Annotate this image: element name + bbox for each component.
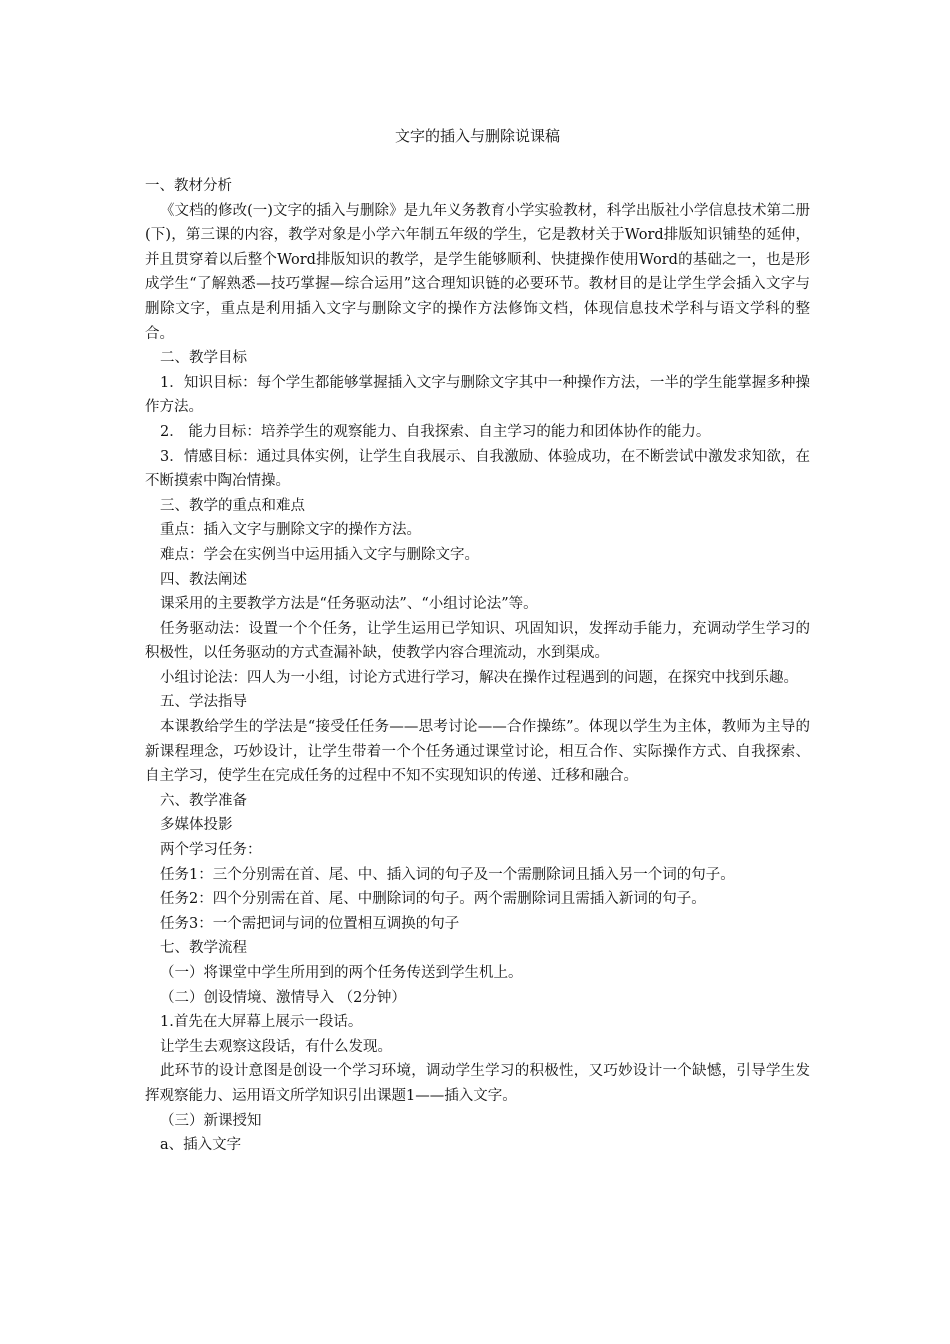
document-body (145, 174, 810, 1158)
paragraph: 本课教给学生的学法是“接受任任务——思考讨论——合作操练”。体现以学生为主体，教师为主导的新课程理念，巧妙设计，让学生带着一个个任务通过课堂讨论，相互合作、实际操作方式、自我探索、自主学习，使学生在完成任务的过程中不知不实现知识的传递、迁移和融合。 (145, 719, 810, 785)
paragraph: 两个学习任务： (160, 842, 262, 859)
paragraph: a、插入文字 (160, 1137, 242, 1154)
paragraph: 七、教学流程 (160, 940, 247, 957)
paragraph: 多媒体投影 (160, 817, 233, 834)
paragraph: （二）创设情境、激情导入 （2分钟） (160, 989, 406, 1006)
paragraph: 任务2：四个分别需在首、尾、中删除词的句子。两个需删除词且需插入新词的句子。 (160, 891, 706, 908)
document-title: 文字的插入与删除说课稿 (394, 127, 560, 145)
paragraph: 任务驱动法：设置一个个任务，让学生运用已学知识、巩固知识，发挥动手能力，充调动学生学习的积极性，以任务驱动的方式查漏补缺，使教学内容合理流动，水到渠成。 (145, 620, 810, 662)
paragraph: 难点：学会在实例当中运用插入文字与删除文字。 (160, 546, 479, 563)
paragraph: （三）新课授知 (160, 1112, 262, 1129)
paragraph: 1.首先在大屏幕上展示一段话。 (160, 1014, 363, 1031)
paragraph: 让学生去观察这段话，有什么发现。 (160, 1038, 392, 1055)
paragraph: 2． 能力目标：培养学生的观察能力、自我探索、自主学习的能力和团体协作的能力。 (160, 423, 711, 440)
paragraph: 二、教学目标 (160, 350, 247, 367)
paragraph: 1．知识目标：每个学生都能够掌握插入文字与删除文字其中一种操作方法，一半的学生能掌握多种操作方法。 (145, 374, 810, 416)
paragraph: 任务3：一个需把词与词的位置相互调换的句子 (160, 915, 460, 932)
paragraph: 五、学法指导 (160, 694, 247, 711)
paragraph: 重点：插入文字与删除文字的操作方法。 (160, 522, 421, 539)
paragraph: 四、教法阐述 (160, 571, 247, 588)
paragraph: 课采用的主要教学方法是“任务驱动法”、“小组讨论法”等。 (160, 596, 538, 613)
paragraph: 六、教学准备 (160, 792, 247, 809)
paragraph: 3．情感目标：通过具体实例，让学生自我展示、自我激励、体验成功，在不断尝试中激发求知欲，在不断摸索中陶冶情操。 (145, 448, 810, 490)
paragraph: 《文档的修改(一)文字的插入与删除》是九年义务教育小学实验教材，科学出版社小学信息技术第二册(下)，第三课的内容，教学对象是小学六年制五年级的学生，它是教材关于Word排版知识铺垫的延伸，并且贯穿着以后整个Word排版知识的教学，是学生能够顺利、快捷操作使用Word的基础之一，也是形成学生“了解熟悉—技巧掌握—综合运用”这合理知识链的必要环节。教材目的是让学生学会插入文字与删除文字，重点是利用插入文字与删除文字的操作方法修饰文档，体现信息技术学科与语文学科的整合。 (145, 202, 810, 342)
paragraph: 三、教学的重点和难点 (160, 497, 305, 514)
paragraph: 此环节的设计意图是创设一个学习环境，调动学生学习的积极性，又巧妙设计一个缺憾，引导学生发挥观察能力、运用语文所学知识引出课题1——插入文字。 (145, 1063, 810, 1104)
document-page (145, 124, 810, 1158)
paragraph: 任务1：三个分别需在首、尾、中、插入词的句子及一个需删除词且插入另一个词的句子。 (160, 866, 735, 883)
paragraph: （一）将课堂中学生所用到的两个任务传送到学生机上。 (160, 965, 523, 981)
paragraph: 小组讨论法：四人为一小组，讨论方式进行学习，解决在操作过程遇到的问题，在探究中找到乐趣。 (160, 669, 798, 686)
section-heading: 一、教材分析 (145, 178, 232, 194)
